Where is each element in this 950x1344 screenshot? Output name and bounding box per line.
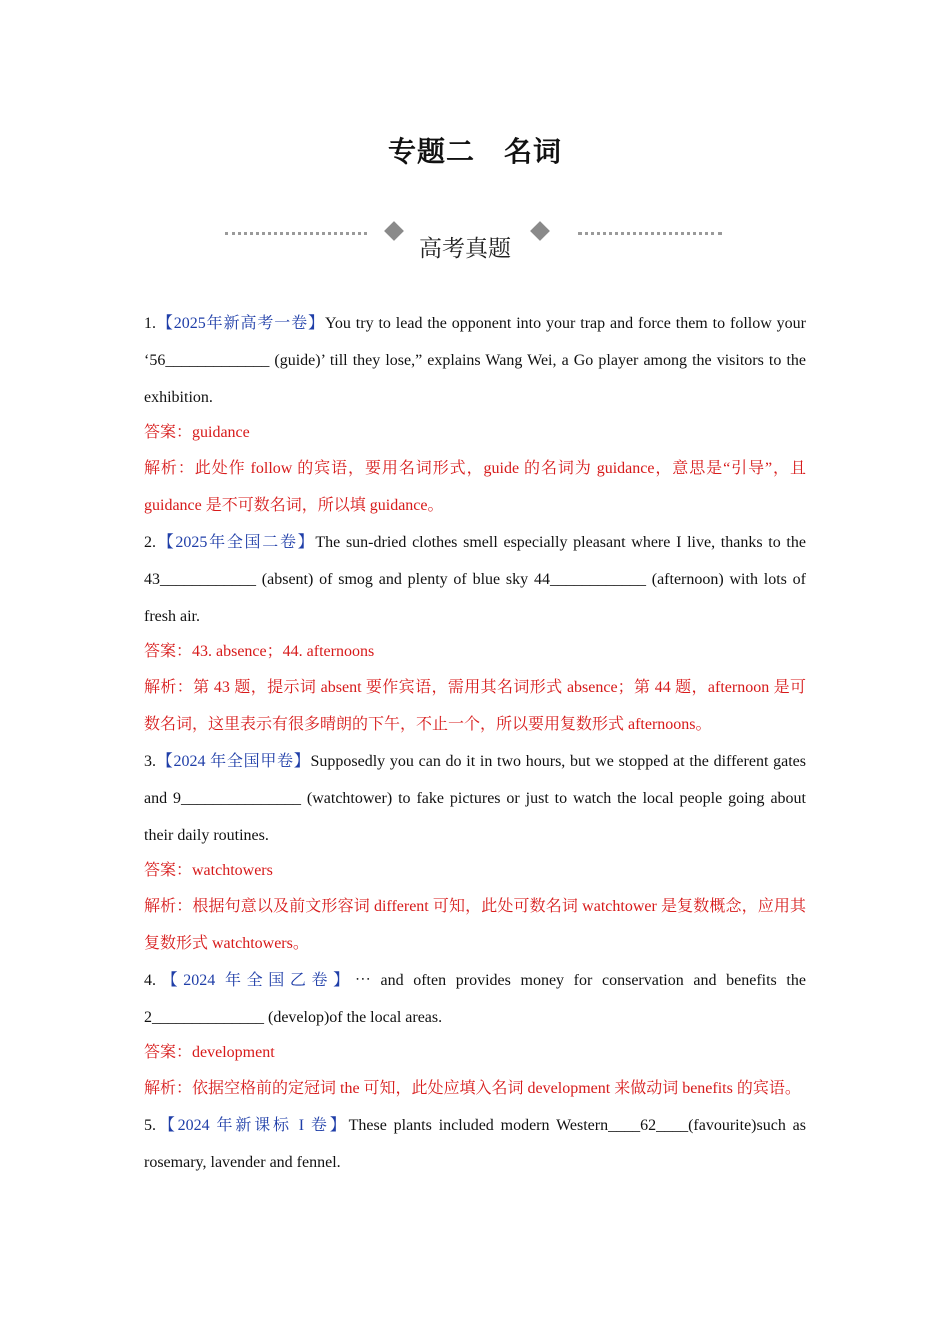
- explanation-1: 解析：此处作 follow 的宾语，要用名词形式，guide 的名词为 guidance，意思是“引导”，且 guidance 是不可数名词，所以填 guidance。: [144, 460, 806, 514]
- section-banner: [0, 212, 950, 272]
- question-source: 【2024 年全国乙卷】: [156, 972, 355, 989]
- question-number: 1.: [144, 315, 156, 332]
- question-text: These plants included modern Western____62____(favourite)such as rosemary, lavender and fennel.: [144, 1117, 806, 1171]
- question-5: [144, 1107, 806, 1181]
- question-number: 3.: [144, 753, 156, 770]
- question-text: ⋯ and often provides money for conservation and benefits the 2______________ (develop)of the local areas.: [144, 972, 806, 1026]
- explanation-2: 解析：第 43 题，提示词 absent 要作宾语，需用其名词形式 absence；第 44 题，afternoon 是可数名词，这里表示有很多晴朗的下午，不止一个，所以要用复数形式 afternoons。: [144, 679, 806, 733]
- explanation-4: 解析：依据空格前的定冠词 the 可知，此处应填入名词 development 来做动词 benefits 的宾语。: [144, 1080, 801, 1097]
- answer-4: 答案：development: [144, 1044, 275, 1061]
- question-source: 【2025年新高考一卷】: [156, 315, 325, 332]
- answer-1: 答案：guidance: [144, 424, 250, 441]
- question-3: [144, 743, 806, 854]
- question-text: You try to lead the opponent into your trap and force them to follow your ‘56_____________ (guide)’ till they lose,” explains Wang Wei, a Go player among the visitors to the exhibition.: [144, 315, 806, 406]
- question-number: 2.: [144, 534, 156, 551]
- answer-2: 答案：43. absence；44. afternoons: [144, 643, 375, 660]
- explanation-3: 解析：根据句意以及前文形容词 different 可知，此处可数名词 watchtower 是复数概念，应用其复数形式 watchtowers。: [144, 898, 806, 952]
- question-source: 【2024 年全国甲卷】: [156, 753, 311, 770]
- question-number: 5.: [144, 1117, 156, 1134]
- question-2: [144, 524, 806, 635]
- question-number: 4.: [144, 972, 156, 989]
- question-source: 【2025年全国二卷】: [156, 534, 316, 551]
- question-1: [144, 305, 806, 416]
- answer-3: 答案：watchtowers: [144, 862, 273, 879]
- question-list: [144, 305, 806, 1181]
- question-source: 【2024 年新课标 I 卷】: [156, 1117, 349, 1134]
- page-title: 专题二 名词: [387, 135, 562, 168]
- section-banner-label: 高考真题: [419, 236, 511, 261]
- question-text: Supposedly you can do it in two hours, but we stopped at the different gates and 9_______________ (watchtower) to fake pictures or just to watch the local people going about their daily routines.: [144, 753, 806, 844]
- question-4: [144, 962, 806, 1036]
- dotted-rule-right: [578, 232, 722, 235]
- question-text: The sun-dried clothes smell especially pleasant where I live, thanks to the 43____________ (absent) of smog and plenty of blue sky 44____________ (afternoon) with lots of fresh air.: [144, 534, 806, 625]
